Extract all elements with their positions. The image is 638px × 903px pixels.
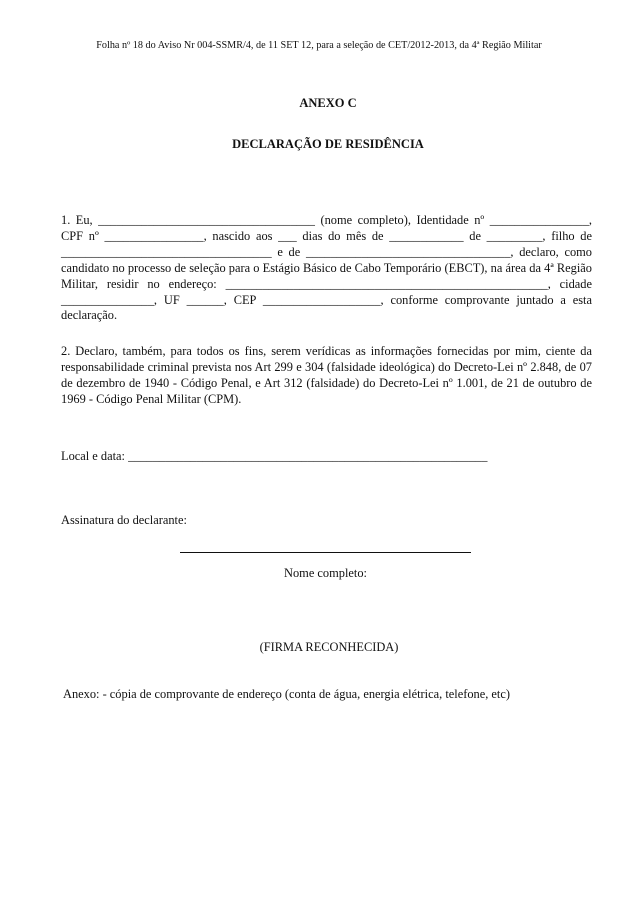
annex-title: ANEXO C xyxy=(299,96,357,110)
signature-label: Assinatura do declarante: xyxy=(61,513,187,527)
declaration-title: DECLARAÇÃO DE RESIDÊNCIA xyxy=(232,137,424,151)
attachment-note: Anexo: - cópia de comprovante de endereço (conta de água, energia elétrica, telefone, etc) xyxy=(63,687,510,701)
local-date-field: Local e data: __________________________________________________________ xyxy=(61,449,488,463)
signature-line xyxy=(180,552,471,553)
page-header: Folha nº 18 do Aviso Nr 004-SSMR/4, de 11 SET 12, para a seleção de CET/2012-2013, da 4ª Região Militar xyxy=(96,40,542,51)
paragraph-1: 1. Eu, ___________________________________ (nome completo), Identidade nº ________________, CPF nº ________________, nascido aos ___ dias do mês de ____________ de _________, filho de __________________________________ e de _________________________________, declaro, como candidato no processo de seleção para o Estágio Básico de Cabo Temporário (EBCT), na área da 4ª Região Militar, residir no endereço: ____________________________________________________, cidade _______________, UF ______, CEP ___________________, conforme comprovante juntado a esta declaração. xyxy=(61,213,592,323)
full-name-label: Nome completo: xyxy=(284,566,367,580)
paragraph-2: 2. Declaro, também, para todos os fins, serem verídicas as informações fornecidas por mim, ciente da responsabilidade criminal prevista nos Art 299 e 304 (falsidade ideológica) do Decreto-Lei nº 2.848, de 07 de dezembro de 1940 - Código Penal, e Art 312 (falsidade) do Decreto-Lei nº 1.001, de 21 de outubro de 1969 - Código Penal Militar (CPM). xyxy=(61,344,592,406)
notarized-signature-note: (FIRMA RECONHECIDA) xyxy=(259,640,399,654)
